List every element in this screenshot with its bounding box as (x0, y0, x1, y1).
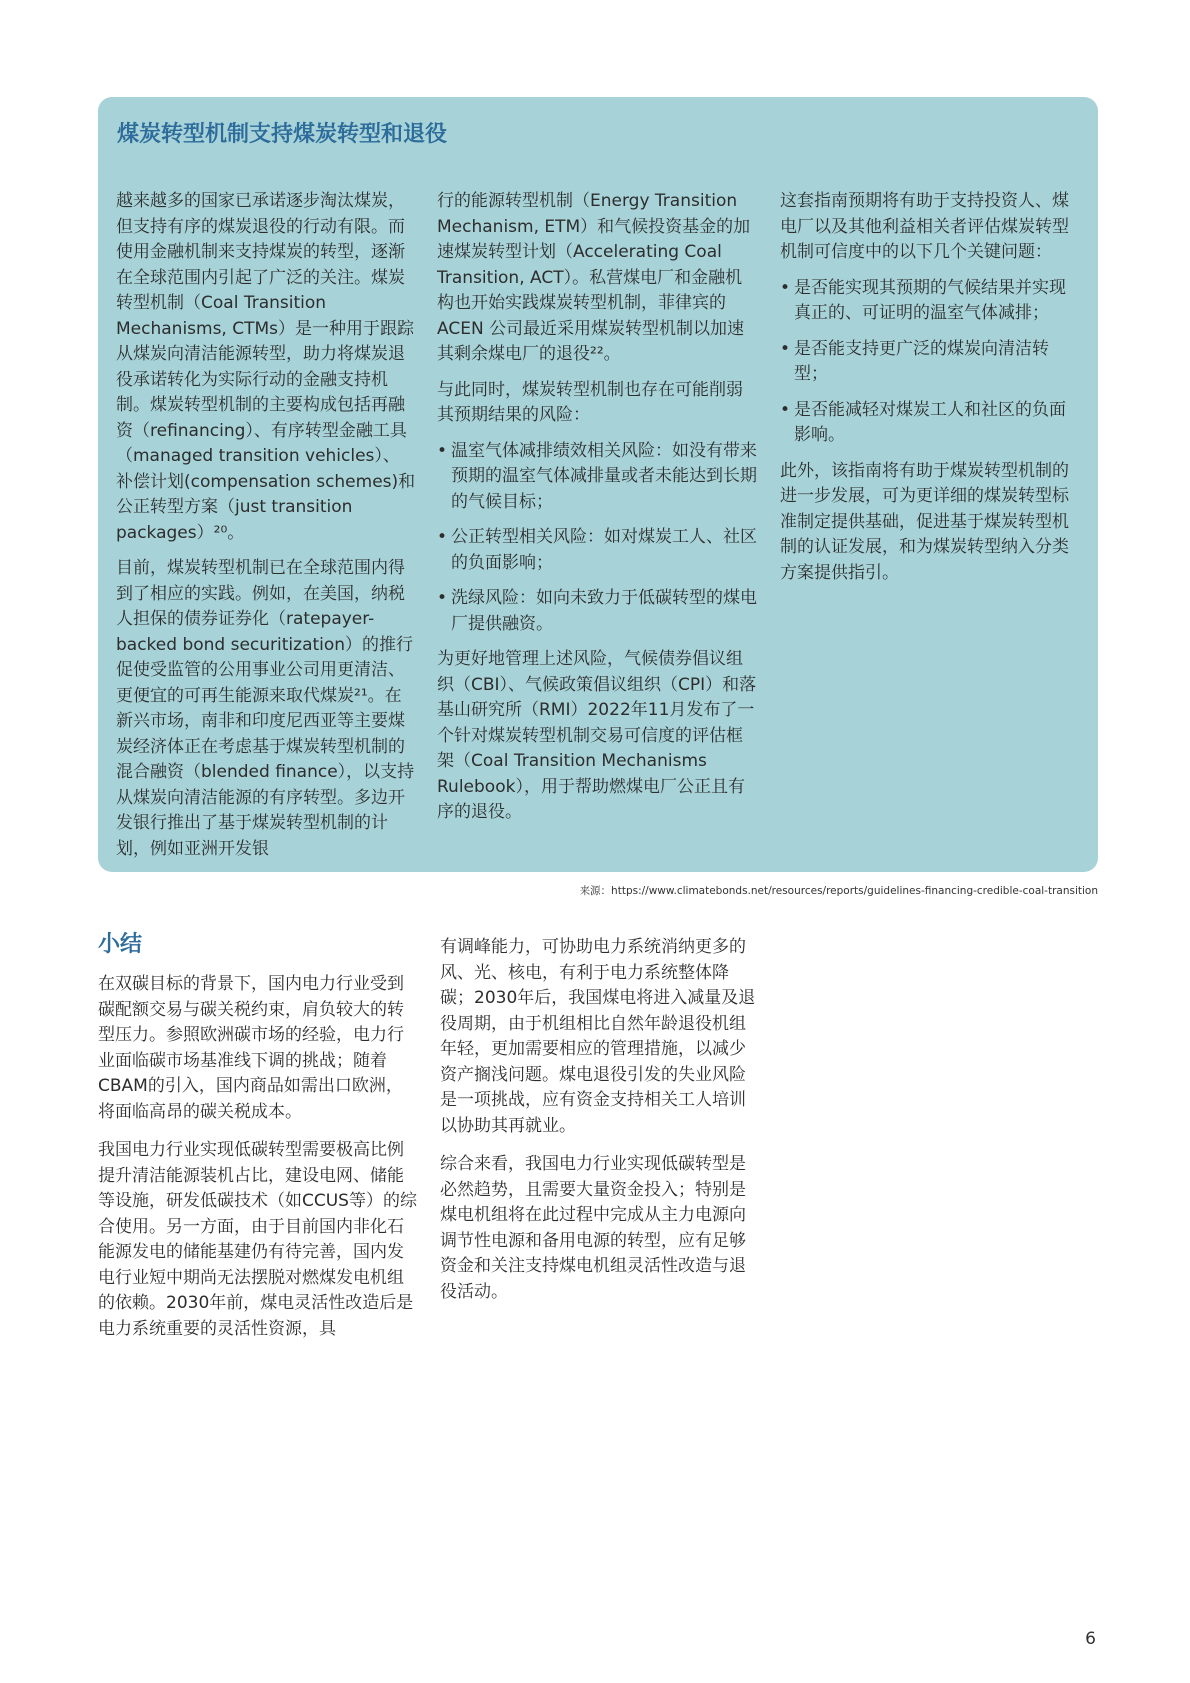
source-note: 来源：https://www.climatebonds.net/resources/reports/guidelines-financing-credible-coal-transition (579, 885, 1098, 897)
list-item: • 是否能减轻对煤炭工人和社区的负面影响。 (780, 398, 1080, 449)
box-col2-paragraph-3: 为更好地管理上述风险，气候债券倡议组织（CBI）、气候政策倡议组织（CPI）和落基山研究所（RMI）2022年11月发布了一个针对煤炭转型机制交易可信度的评估框架（Coal Transition Mechanisms Rulebook），用于帮助燃煤电厂公正且有序的退役。 (437, 649, 757, 822)
box-col3-paragraph-2: 此外，该指南将有助于煤炭转型机制的进一步发展，可为更详细的煤炭转型标准制定提供基础，促进基于煤炭转型机制的认证发展，和为煤炭转型纳入分类方案提供指引。 (780, 460, 1069, 583)
box-column-3 (780, 189, 1080, 596)
summary-title: 小结 (98, 932, 143, 957)
summary-col2-paragraph-1: 有调峰能力，可协助电力系统消纳更多的风、光、核电，有利于电力系统整体降碳；2030年后，我国煤电将进入减量及退役周期，由于机组相比自然年龄退役机组年轻，更加需要相应的管理措施，以减少资产搁浅问题。煤电退役引发的失业风险是一项挑战，应有资金支持相关工人培训以协助其再就业。 (440, 937, 756, 1136)
summary-col1-paragraph-1: 在双碳目标的背景下，国内电力行业受到碳配额交易与碳关税约束，肩负较大的转型压力。参照欧洲碳市场的经验，电力行业面临碳市场基准线下调的挑战；随着CBAM的引入，国内商品如需出口欧洲，将面临高昂的碳关税成本。 (98, 974, 404, 1122)
box-col1-paragraph-2: 目前，煤炭转型机制已在全球范围内得到了相应的实践。例如，在美国，纳税人担保的债券证券化（ratepayer-backed bond securitization）的推行促使受监管的公用事业公司用更清洁、更便宜的可再生能源来取代煤炭²¹。在新兴市场，南非和印度尼西亚等主要煤炭经济体正在考虑基于煤炭转型机制的混合融资（blended finance），以支持从煤炭向清洁能源的有序转型。多边开发银行推出了基于煤炭转型机制的计划，例如亚洲开发银 (116, 558, 415, 859)
box-column-2 (437, 189, 757, 836)
list-item: • 温室气体减排绩效相关风险：如没有带来预期的温室气体减排量或者未能达到长期的气候目标； (437, 439, 757, 516)
box-col2-paragraph-2: 与此同时，煤炭转型机制也存在可能削弱其预期结果的风险： (437, 379, 743, 425)
box-column-1 (116, 189, 416, 872)
box-title: 煤炭转型机制支持煤炭转型和退役 (117, 122, 448, 147)
box-col1-paragraph-1: 越来越多的国家已承诺逐步淘汰煤炭，但支持有序的煤炭退役的行动有限。而使用金融机制来支持煤炭的转型，逐渐在全球范围内引起了广泛的关注。煤炭转型机制（Coal Transition Mechanisms, CTMs）是一种用于跟踪从煤炭向清洁能源转型，助力将煤炭退役承诺转化为实际行动的金融支持机制。煤炭转型机制的主要构成包括再融资（refinancing）、有序转型金融工具（managed transition vehicles）、补偿计划(compensation schemes)和公正转型方案（just transition packages）²⁰。 (116, 191, 416, 543)
list-item: • 是否能实现其预期的气候结果并实现真正的、可证明的温室气体减排； (780, 276, 1080, 327)
summary-col2-paragraph-2: 综合来看，我国电力行业实现低碳转型是必然趋势，且需要大量资金投入；特别是煤电机组将在此过程中完成从主力电源向调节性电源和备用电源的转型，应有足够资金和关注支持煤电机组灵活性改造与退役活动。 (440, 1154, 746, 1302)
summary-column-2 (440, 935, 760, 1318)
risk-list (437, 439, 757, 638)
list-item: • 是否能支持更广泛的煤炭向清洁转型； (780, 337, 1080, 388)
page-number: 6 (1085, 1629, 1096, 1649)
coal-transition-sidebar-box (98, 97, 1098, 872)
summary-col1-paragraph-2: 我国电力行业实现低碳转型需要极高比例提升清洁能源装机占比，建设电网、储能等设施，研发低碳技术（如CCUS等）的综合使用。另一方面，由于目前国内非化石能源发电的储能基建仍有待完善，国内发电行业短中期尚无法摆脱对燃煤发电机组的依赖。2030年前，煤电灵活性改造后是电力系统重要的灵活性资源，具 (98, 1140, 417, 1339)
box-col3-paragraph-1: 这套指南预期将有助于支持投资人、煤电厂以及其他利益相关者评估煤炭转型机制可信度中的以下几个关键问题： (780, 191, 1069, 262)
box-col2-paragraph-1: 行的能源转型机制（Energy Transition Mechanism, ETM）和气候投资基金的加速煤炭转型计划（Accelerating Coal Transition, ACT）。私营煤电厂和金融机构也开始实践煤炭转型机制，菲律宾的ACEN 公司最近采用煤炭转型机制以加速其剩余煤电厂的退役²²。 (437, 191, 751, 364)
list-item: • 公正转型相关风险：如对煤炭工人、社区的负面影响； (437, 525, 757, 576)
list-item: • 洗绿风险：如向未致力于低碳转型的煤电厂提供融资。 (437, 586, 757, 637)
key-question-list (780, 276, 1080, 449)
summary-column-1 (98, 972, 418, 1355)
